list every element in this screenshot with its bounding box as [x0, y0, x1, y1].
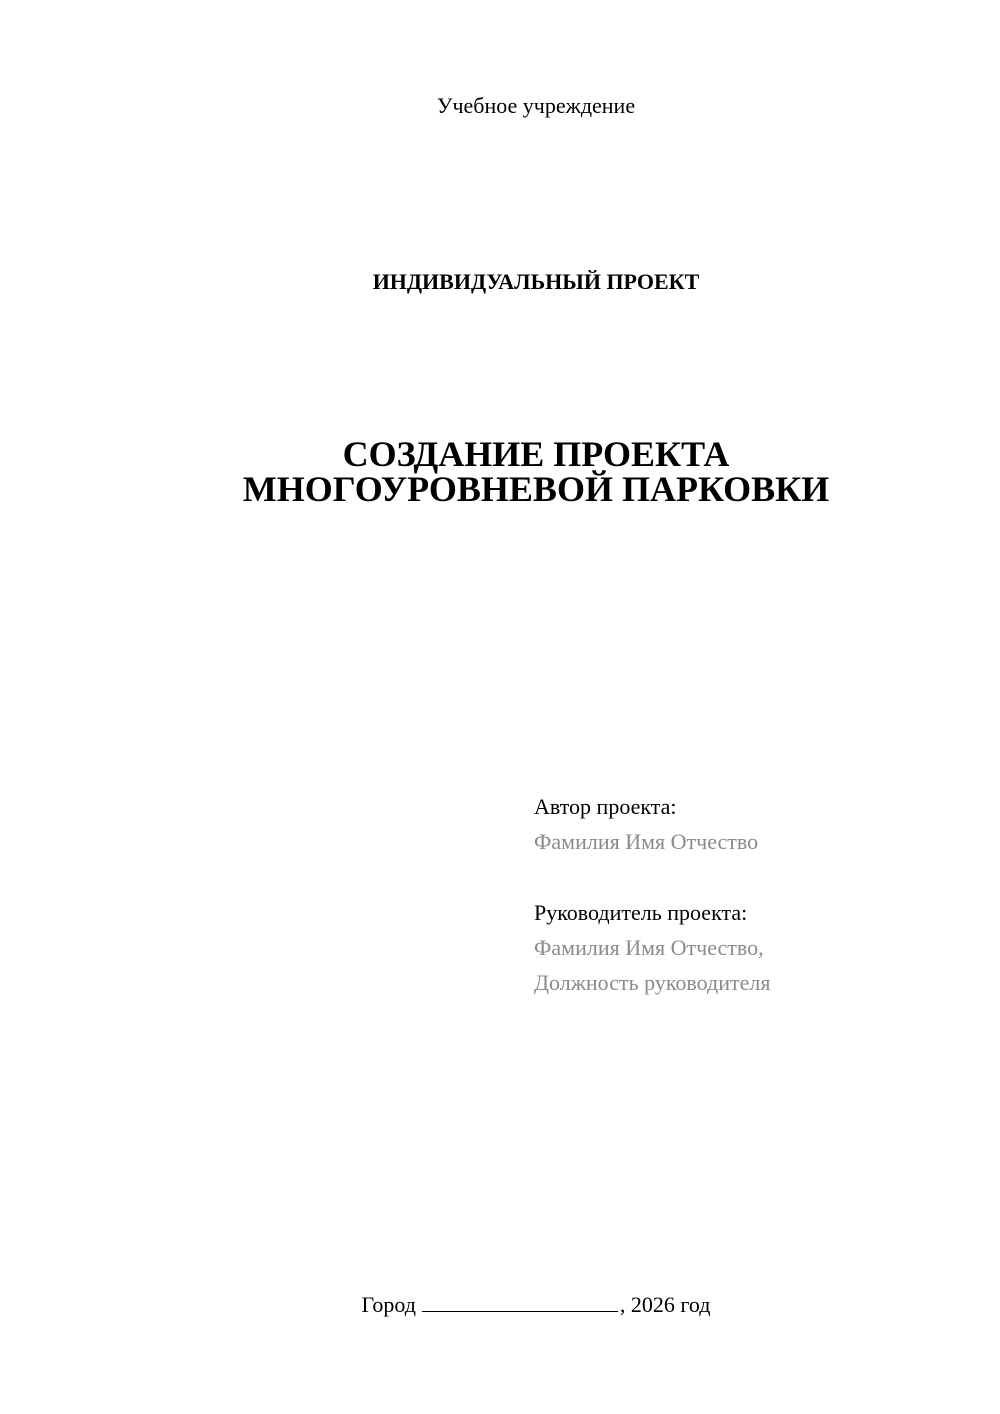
author-name-placeholder: Фамилия Имя Отчество: [534, 829, 759, 854]
author-label: Автор проекта:: [534, 794, 677, 819]
supervisor-label: Руководитель проекта:: [534, 900, 748, 925]
document-type: ИНДИВИДУАЛЬНЫЙ ПРОЕКТ: [372, 269, 700, 294]
project-title-line-1: СОЗДАНИЕ ПРОЕКТА: [342, 434, 730, 474]
project-info-block: [534, 789, 974, 1000]
project-title: [0, 434, 1000, 509]
supervisor-name-placeholder: Фамилия Имя Отчество,: [534, 935, 764, 960]
supervisor-position-placeholder: Должность руководителя: [534, 970, 771, 995]
spacer: [534, 859, 974, 895]
city-label: Город: [361, 1292, 416, 1317]
year-text: , 2026 год: [619, 1292, 711, 1317]
city-blank-line: [422, 1291, 618, 1312]
project-title-line-2: МНОГОУРОВНЕВОЙ ПАРКОВКИ: [242, 469, 830, 509]
footer-city-year: [0, 1291, 1000, 1319]
institution-name: Учебное учреждение: [436, 93, 636, 118]
